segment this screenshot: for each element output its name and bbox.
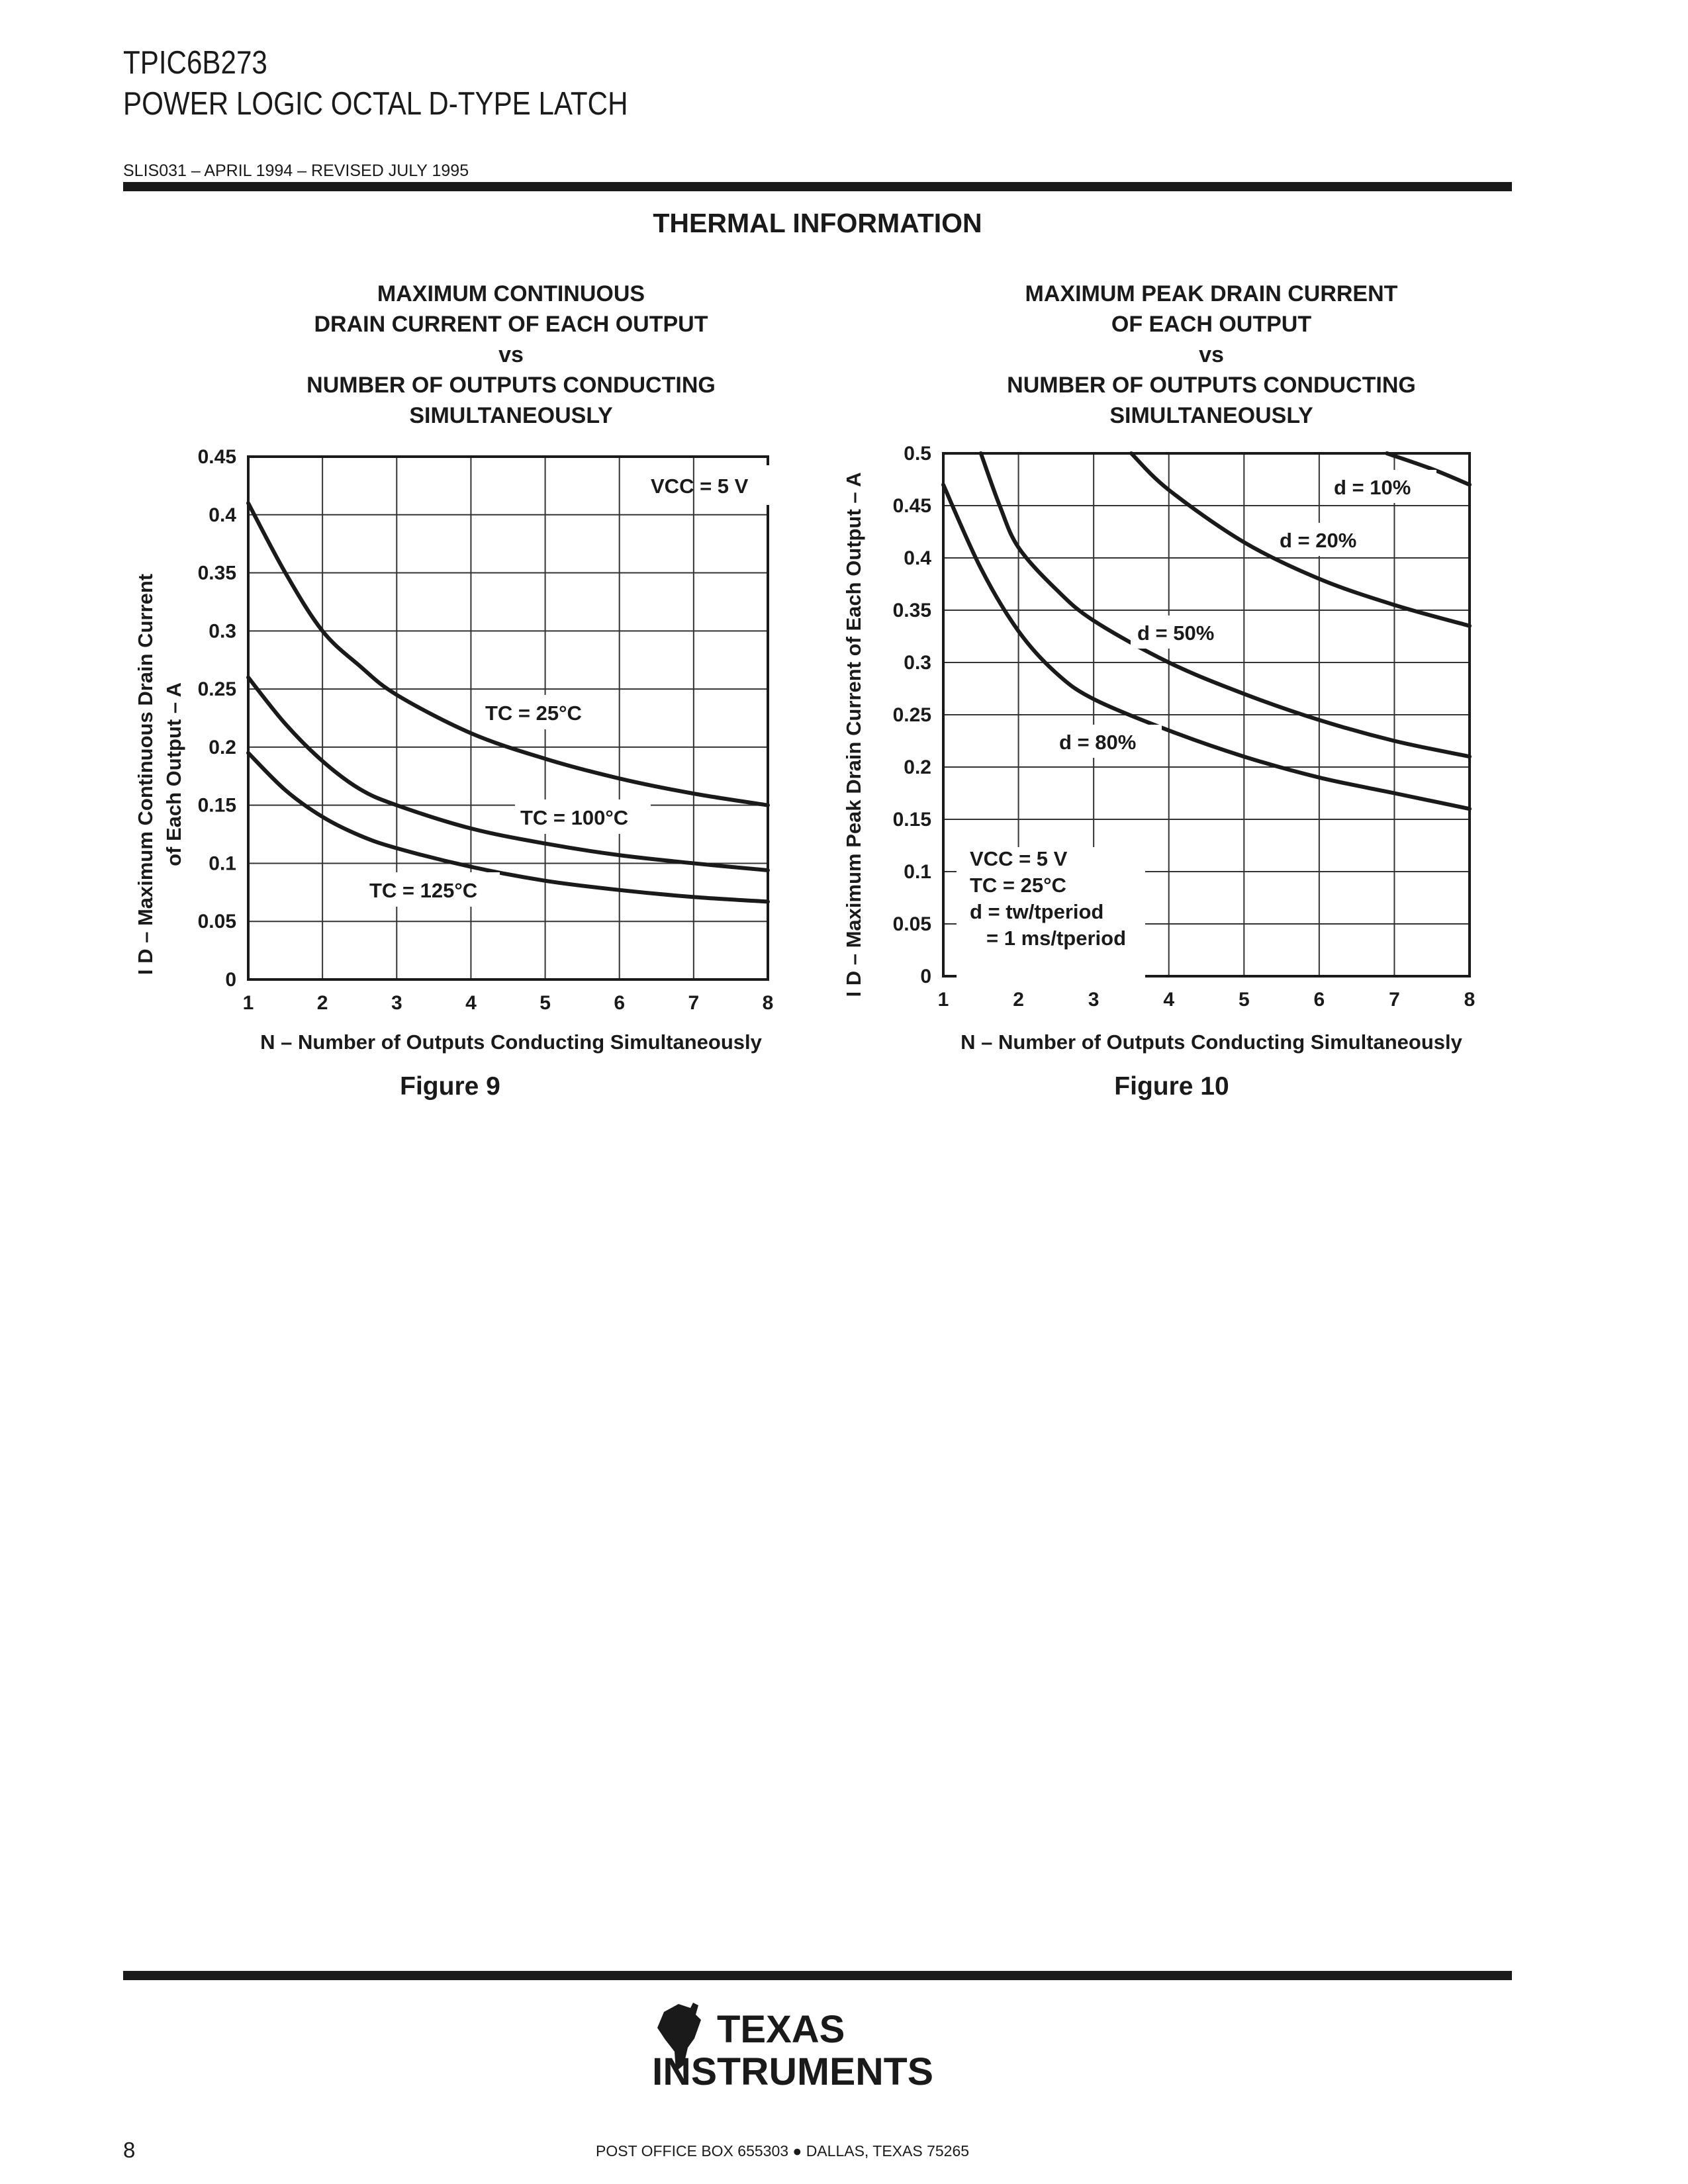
plot-area [198,446,774,1014]
y-axis-label: I D – Maximum Peak Drain Current of Each Output – A [842,472,865,997]
series-label-d-20: d = 20% [1280,529,1357,552]
series-label-tc-25: TC = 25°C [485,702,582,725]
y-tick-label: 0.45 [892,495,931,517]
series-label-tc-125: TC = 125°C [369,879,478,902]
y-tick-label: 0.2 [209,736,236,758]
y-tick-label: 0.3 [209,620,236,643]
chart-title-line: MAXIMUM PEAK DRAIN CURRENT [1025,281,1398,306]
chart-title-line: NUMBER OF OUTPUTS CONDUCTING [306,373,716,398]
section-title: THERMAL INFORMATION [653,208,982,238]
y-tick-label: 0.15 [197,794,236,817]
x-tick-label: 4 [465,992,477,1014]
y-tick-label: 0.45 [197,446,236,468]
condition-period: = 1 ms/tperiod [986,927,1127,950]
x-tick-label: 7 [1389,989,1400,1011]
chart-title-line: SIMULTANEOUSLY [409,403,613,428]
y-tick-label: 0.4 [209,504,236,526]
figure-9-chart [119,278,808,1138]
x-axis-label: N – Number of Outputs Conducting Simultaneously [961,1030,1462,1054]
figure-10-chart [821,278,1523,1138]
figure-10-caption: Figure 10 [1114,1072,1229,1101]
vcc-annotation: VCC = 5 V [651,475,749,498]
chart-title-line: MAXIMUM CONTINUOUS [377,281,645,306]
device-title: POWER LOGIC OCTAL D-TYPE LATCH [123,86,628,122]
series-line-1 [248,503,768,805]
y-tick-label: 0.05 [197,911,236,933]
x-tick-label: 7 [688,992,700,1014]
texas-instruments-logo [652,1999,943,2098]
part-number: TPIC6B273 [123,45,267,81]
x-tick-label: 6 [1313,989,1325,1011]
chart-title-line: NUMBER OF OUTPUTS CONDUCTING [1007,373,1416,398]
header-rule [123,182,1512,191]
x-tick-label: 5 [1238,989,1250,1011]
x-tick-label: 4 [1163,989,1175,1011]
condition-tc: TC = 25°C [970,874,1066,897]
chart-title [1007,281,1416,428]
y-tick-label: 0.1 [904,861,931,883]
x-tick-label: 1 [242,992,254,1014]
x-tick-label: 1 [937,989,949,1011]
x-tick-label: 3 [1088,989,1100,1011]
x-tick-label: 6 [614,992,626,1014]
x-tick-label: 3 [391,992,402,1014]
y-axis-label-line-2: of Each Output – A [162,682,185,866]
y-axis-label-line-1: I D – Maximum Continuous Drain Current [134,573,157,976]
y-tick-label: 0.05 [892,913,931,935]
x-tick-label: 2 [316,992,328,1014]
y-tick-label: 0.15 [892,809,931,831]
chart-title-line: DRAIN CURRENT OF EACH OUTPUT [314,312,708,337]
footer-rule [123,1971,1512,1980]
series-label-d-80: d = 80% [1059,731,1137,754]
ti-icon-mark: ti [679,2023,691,2044]
y-tick-label: 0.35 [892,600,931,621]
condition-duty: d = tw/tperiod [970,900,1104,923]
y-tick-label: 0.35 [197,562,236,584]
y-tick-label: 0.1 [209,852,236,875]
condition-vcc: VCC = 5 V [970,847,1068,870]
footer-address: POST OFFICE BOX 655303 ● DALLAS, TEXAS 75265 [596,2142,970,2160]
y-tick-label: 0.4 [904,547,931,569]
y-tick-label: 0 [920,966,931,987]
x-tick-label: 5 [539,992,551,1014]
y-tick-label: 0.25 [197,678,236,701]
y-tick-label: 0.2 [904,756,931,778]
y-tick-label: 0.25 [892,704,931,726]
page-number: 8 [123,2138,136,2162]
x-axis-label: N – Number of Outputs Conducting Simultaneously [260,1030,762,1054]
brand-line-2: INSTRUMENTS [652,2050,933,2093]
series-label-d-10: d = 10% [1334,476,1411,499]
chart-title-line: vs [1199,342,1224,367]
series-label-d-50: d = 50% [1137,621,1215,645]
series-label-tc-100: TC = 100°C [520,806,629,829]
x-tick-label: 8 [762,992,774,1014]
figure-9-caption: Figure 9 [400,1072,500,1101]
document-id: SLIS031 – APRIL 1994 – REVISED JULY 1995 [123,161,469,180]
chart-title-line: vs [498,342,524,367]
chart-title-line: OF EACH OUTPUT [1111,312,1312,337]
x-tick-label: 2 [1013,989,1024,1011]
chart-title [306,281,716,428]
y-tick-label: 0.5 [904,443,931,465]
brand-line-1: TEXAS [717,2008,845,2051]
y-tick-label: 0.3 [904,652,931,674]
y-tick-label: 0 [225,969,236,991]
chart-title-line: SIMULTANEOUSLY [1109,403,1313,428]
x-tick-label: 8 [1464,989,1476,1011]
document-title-block [123,42,628,124]
series-line-3 [248,753,768,902]
